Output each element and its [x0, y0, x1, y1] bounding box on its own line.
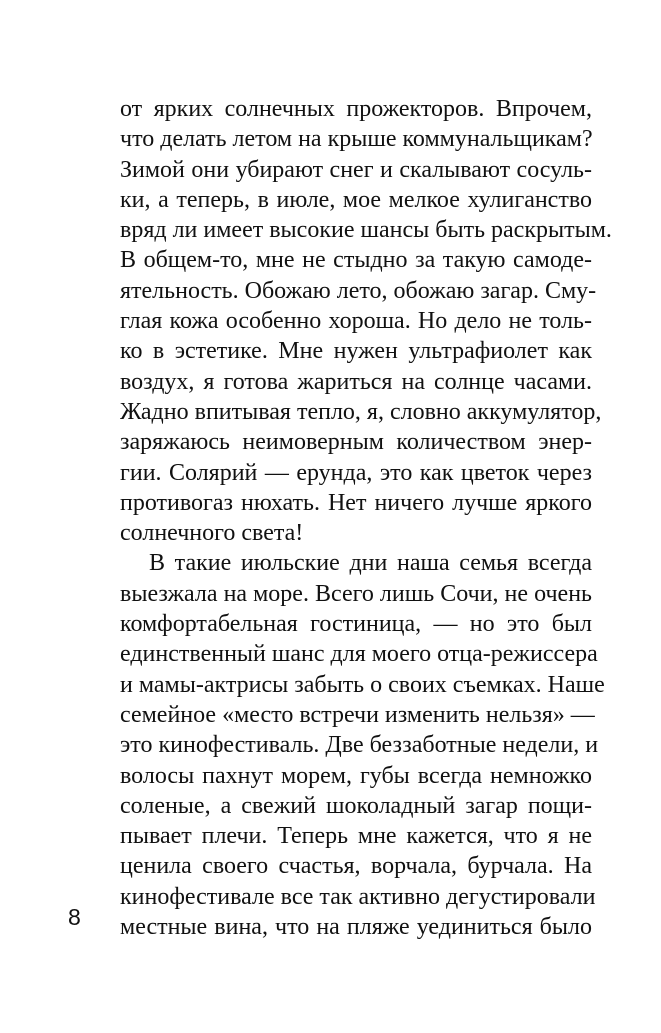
text-line: волосы пахнут морем, губы всегда немножко: [120, 762, 592, 789]
text-line: В такие июльские дни наша семья всегда: [149, 550, 592, 577]
text-line: ко в эстетике. Мне нужен ультрафиолет как: [120, 338, 592, 365]
text-line: местные вина, что на пляже уединиться было: [120, 914, 592, 941]
text-line: пывает плечи. Теперь мне кажется, что я не: [120, 823, 592, 850]
paragraph-2: [120, 548, 605, 942]
text-line: выезжала на море. Всего лишь Сочи, не очень: [120, 580, 592, 607]
body-text: [120, 94, 612, 942]
text-line: семейное «место встречи изменить нельзя» —: [120, 701, 595, 728]
text-line: заряжаюсь неимоверным количеством энер-: [120, 429, 592, 456]
text-line: вряд ли имеет высокие шансы быть раскрытым.: [120, 217, 612, 244]
text-line: кинофестивале все так активно дегустировали: [120, 883, 596, 910]
text-line: солнечного света!: [120, 520, 304, 547]
text-line: В общем-то, мне не стыдно за такую самоде-: [120, 247, 592, 274]
text-line: противогаз нюхать. Нет ничего лучше яркого: [120, 489, 592, 516]
page-number: 8: [68, 904, 81, 930]
text-line: что делать летом на крыше коммунальщикам?: [120, 126, 593, 153]
text-line: комфортабельная гостиница, — но это был: [120, 611, 592, 638]
text-line: от ярких солнечных прожекторов. Впрочем,: [120, 96, 592, 122]
text-line: ки, а теперь, в июле, мое мелкое хулиганство: [120, 186, 592, 213]
text-line: соленые, а свежий шоколадный загар пощи-: [120, 792, 592, 819]
text-line: ятельность. Обожаю лето, обожаю загар. Сму-: [120, 277, 597, 304]
text-line: гии. Солярий — ерунда, это как цветок через: [120, 459, 592, 486]
text-line: глая кожа особенно хороша. Но дело не толь-: [120, 308, 592, 335]
text-line: воздух, я готова жариться на солнце часами.: [120, 368, 592, 395]
text-line: это кинофестиваль. Две беззаботные недели, и: [120, 732, 599, 759]
text-line: и мамы-актрисы забыть о своих съемках. Наше: [120, 671, 605, 698]
text-line: единственный шанс для моего отца-режиссера: [120, 641, 598, 668]
text-line: Жадно впитывая тепло, я, словно аккумулятор,: [120, 398, 602, 425]
text-line: ценила своего счастья, ворчала, бурчала. На: [120, 853, 592, 880]
text-line: Зимой они убирают снег и скалывают сосуль-: [120, 156, 592, 183]
paragraph-1: [120, 94, 612, 548]
